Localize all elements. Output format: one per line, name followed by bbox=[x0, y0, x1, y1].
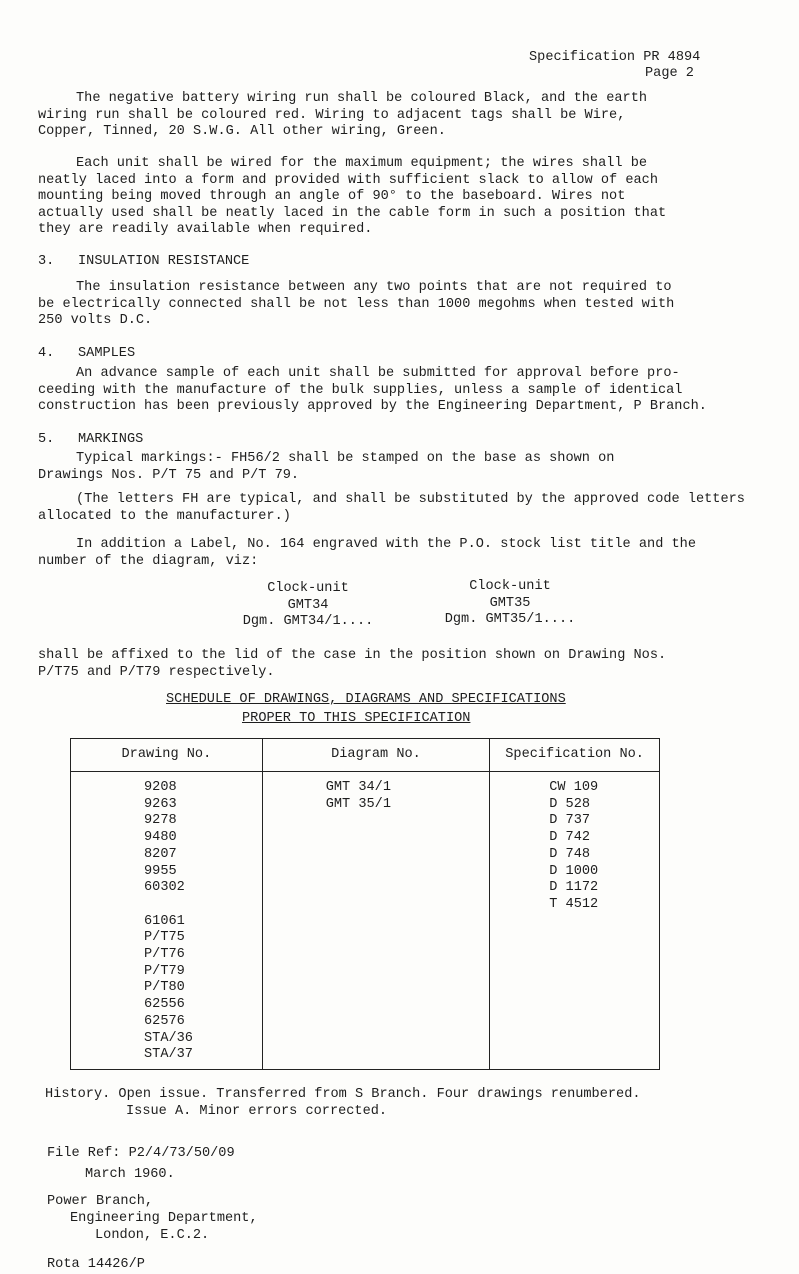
heading-samples bbox=[38, 346, 135, 363]
history-line-1: History. Open issue. Transferred from S Branch. Four drawings renumbered. bbox=[45, 1087, 641, 1102]
page-number: Page 2 bbox=[645, 66, 694, 81]
table-header-row bbox=[71, 739, 660, 772]
column-header-specification: Specification No. bbox=[490, 739, 660, 772]
heading-number: 3. bbox=[38, 254, 55, 269]
label-example-gmt35: Clock-unit GMT35 Dgm. GMT35/1.... bbox=[444, 579, 576, 627]
heading-markings bbox=[38, 432, 143, 449]
address-line-3: London, E.C.2. bbox=[95, 1228, 210, 1243]
paragraph-samples: An advance sample of each unit shall be submitted for approval before pro- ceeding with the manufacture of the bulk supplies, unless a sample of identical construction has been previously approved by the Engineering Department, P Branch. bbox=[38, 366, 707, 414]
drawing-numbers-cell bbox=[71, 772, 263, 1070]
rota-number: Rota 14426/P bbox=[47, 1257, 145, 1272]
heading-text: SAMPLES bbox=[78, 346, 136, 361]
heading-insulation bbox=[38, 254, 249, 271]
paragraph-markings-typical: Typical markings:- FH56/2 shall be stamped on the base as shown on Drawings Nos. P/T 75 and P/T 79. bbox=[38, 451, 615, 483]
issue-date: March 1960. bbox=[85, 1167, 175, 1182]
address-line-1: Power Branch, bbox=[47, 1194, 154, 1209]
schedule-subtitle: PROPER TO THIS SPECIFICATION bbox=[242, 711, 471, 726]
heading-text: INSULATION RESISTANCE bbox=[78, 254, 250, 269]
specification-numbers-cell bbox=[490, 772, 660, 1070]
paragraph-affix: shall be affixed to the lid of the case in the position shown on Drawing Nos. P/T75 and P/T79 respectively. bbox=[38, 648, 667, 680]
schedule-table bbox=[70, 738, 660, 1070]
history-line-2: Issue A. Minor errors corrected. bbox=[126, 1104, 388, 1119]
diagram-numbers: GMT 34/1 GMT 35/1 bbox=[325, 780, 391, 812]
paragraph-markings-letters: (The letters FH are typical, and shall be substituted by the approved code letters allocated to the manufacturer.) bbox=[38, 492, 745, 524]
paragraph-wiring-colours: The negative battery wiring run shall be coloured Black, and the earth wiring run shall be coloured red. Wiring to adjacent tags shall be Wire, Copper, Tinned, 20 S.W.G. All other wiring, Green. bbox=[38, 91, 648, 139]
paragraph-markings-label: In addition a Label, No. 164 engraved with the P.O. stock list title and the number of the diagram, viz: bbox=[38, 537, 696, 569]
spec-number: Specification PR 4894 bbox=[529, 50, 701, 65]
column-header-diagram: Diagram No. bbox=[262, 739, 489, 772]
heading-number: 5. bbox=[38, 432, 55, 447]
schedule-title: SCHEDULE OF DRAWINGS, DIAGRAMS AND SPECIFICATIONS bbox=[166, 692, 566, 707]
file-reference: File Ref: P2/4/73/50/09 bbox=[47, 1146, 235, 1161]
drawing-numbers: 9208 9263 9278 9480 8207 9955 60302 61061 P/T75 P/T76 P/T79 P/T80 62556 62576 STA/36 STA/37 bbox=[144, 780, 193, 1063]
heading-number: 4. bbox=[38, 346, 55, 361]
address-line-2: Engineering Department, bbox=[70, 1211, 258, 1226]
label-example-gmt34: Clock-unit GMT34 Dgm. GMT34/1.... bbox=[242, 581, 374, 629]
table-row bbox=[71, 772, 660, 1070]
column-header-drawing: Drawing No. bbox=[71, 739, 263, 772]
diagram-numbers-cell bbox=[262, 772, 489, 1070]
paragraph-wiring-form: Each unit shall be wired for the maximum equipment; the wires shall be neatly laced into a form and provided with sufficient slack to allow of each mounting being moved through an angle of 90° to the baseboard. Wires not actually used shall be neatly laced in the cable form in such a position that they are readily available when required. bbox=[38, 156, 667, 237]
heading-text: MARKINGS bbox=[78, 432, 144, 447]
specification-numbers: CW 109 D 528 D 737 D 742 D 748 D 1000 D 1172 T 4512 bbox=[549, 780, 599, 912]
paragraph-insulation: The insulation resistance between any two points that are not required to be electrically connected shall be not less than 1000 megohms when tested with 250 volts D.C. bbox=[38, 280, 675, 328]
